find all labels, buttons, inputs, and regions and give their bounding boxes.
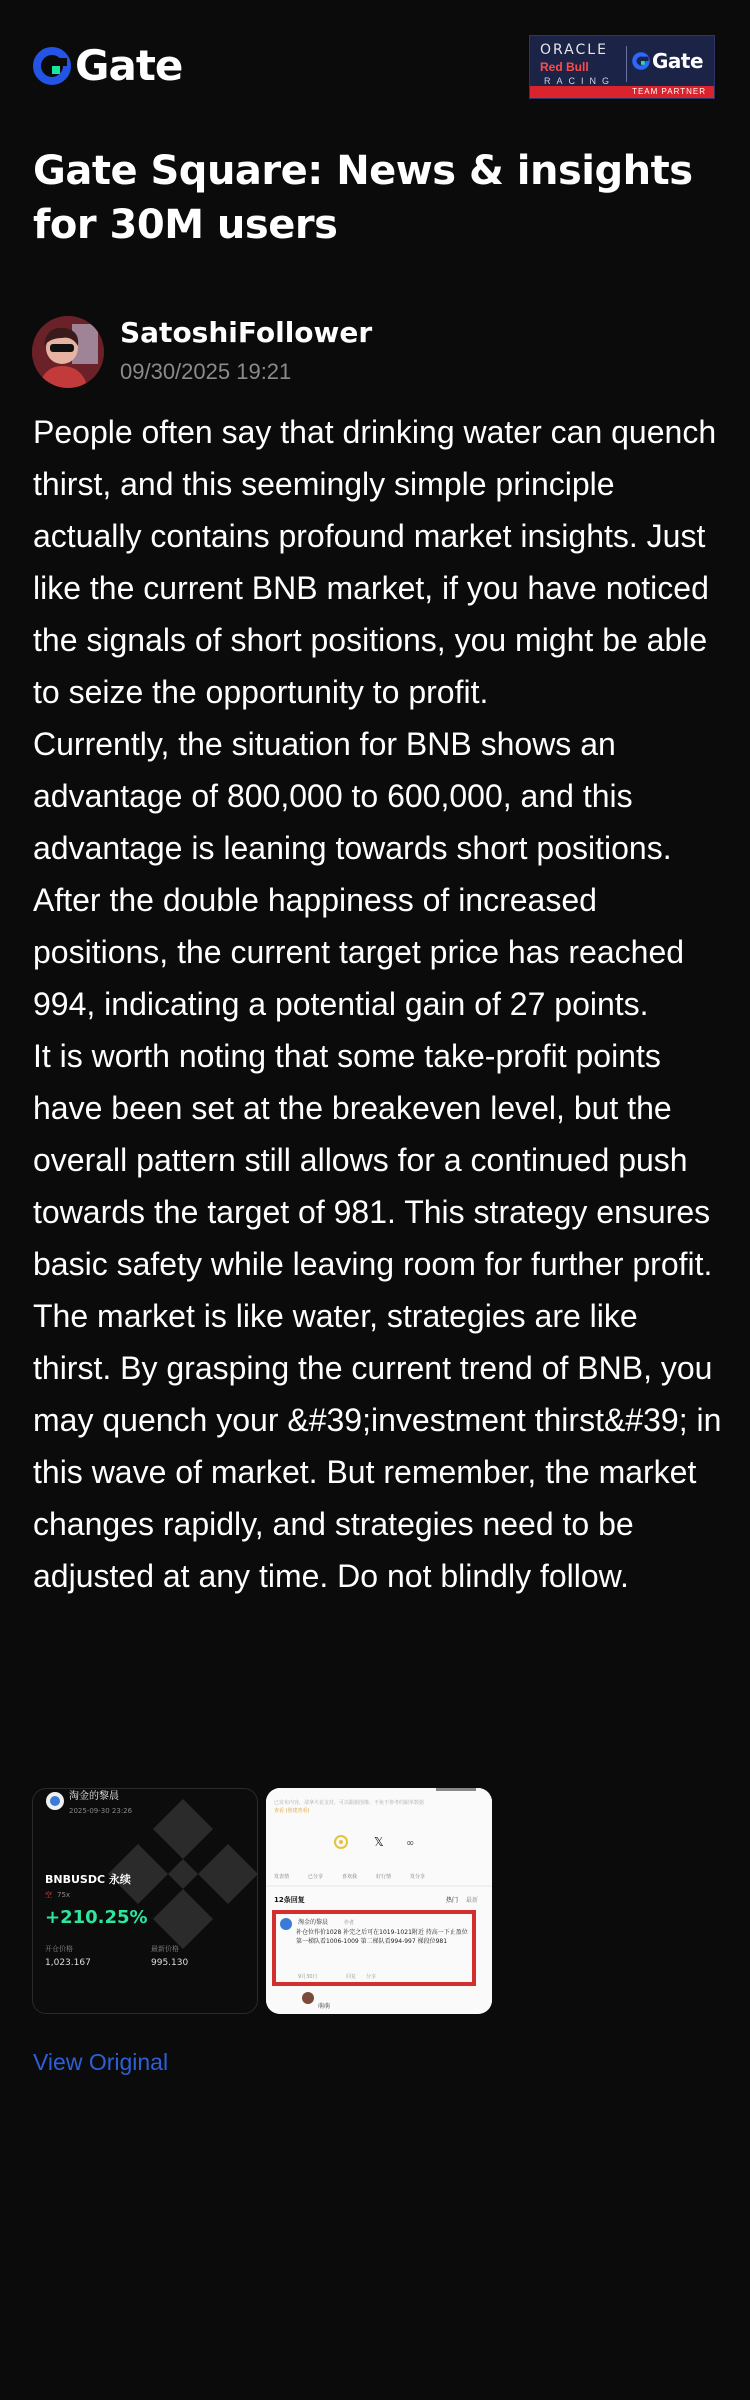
- thumb1-latest-label: 最新价格: [151, 1945, 179, 1953]
- badge-gate-icon: [632, 52, 650, 70]
- badge-gate-text: Gate: [652, 49, 704, 73]
- page-title: Gate Square: News & insights for 30M users: [33, 148, 693, 248]
- svg-text:𝕏: 𝕏: [374, 1835, 384, 1849]
- svg-text:∞: ∞: [406, 1838, 415, 1849]
- thumb2-comment-user: 淘金的黎晨: [298, 1919, 329, 1926]
- post-images: [32, 1788, 492, 2014]
- thumb2-share-label: 分享: [366, 1974, 377, 1980]
- thumb2-tab-4: 发分享: [410, 1874, 426, 1880]
- post-paragraph: People often say that drinking water can quench thirst, and this seemingly simple principle actually contains profound market insights. Just like the current BNB market, if you have noticed the signals of short positions, you might be able to seize the opportunity to profit.: [33, 414, 717, 710]
- thumb2-reply-label: 回复: [346, 1974, 357, 1980]
- team-partner-tag: TEAM PARTNER: [530, 86, 714, 98]
- thumb2-sort-1: 最新: [466, 1897, 479, 1904]
- post-body: [33, 406, 723, 1602]
- avatar-image: [32, 316, 104, 388]
- header: [0, 0, 750, 140]
- trade-screenshot-image: [33, 1789, 257, 2013]
- thumb2-line1: 已发布内容，请拿火花支持，可以跟据图像，不免不参考的跟单数据: [274, 1800, 425, 1806]
- thumb1-latest: 995.130: [151, 1958, 189, 1968]
- thumb2-comment-meta: 9月30日: [298, 1974, 318, 1980]
- author-name[interactable]: SatoshiFollower: [120, 316, 373, 349]
- oracle-text: ORACLE: [540, 42, 608, 58]
- post-timestamp: 09/30/2025 19:21: [120, 359, 292, 384]
- comment-screenshot-thumbnail[interactable]: [266, 1788, 492, 2014]
- redbull-text: Red Bull: [540, 60, 589, 74]
- thumb1-side: 空: [45, 1891, 52, 1899]
- logo-text: Gate: [75, 41, 183, 90]
- thumb1-pair: BNBUSDC 永续: [45, 1873, 131, 1886]
- trade-screenshot-thumbnail[interactable]: [32, 1788, 258, 2014]
- badge-gate-logo: [632, 49, 703, 73]
- thumb2-line2: 查看 (创建查看): [274, 1808, 310, 1814]
- thumb1-entry: 1,023.167: [45, 1958, 91, 1968]
- gate-logo-icon: [33, 47, 71, 85]
- badge-divider: [626, 46, 627, 82]
- racing-text: RACING: [544, 76, 616, 86]
- thumb2-replies: 12条回复: [274, 1896, 305, 1904]
- avatar[interactable]: [32, 316, 104, 388]
- post-paragraph: Currently, the situation for BNB shows an advantage of 800,000 to 600,000, and this advantage is leaning towards short positions. After the double happiness of increased positions, the current target price has reached 994, indicating a potential gain of 27 points.: [33, 726, 685, 1022]
- view-original-link[interactable]: View Original: [33, 2049, 169, 2075]
- comment-screenshot-image: [266, 1788, 492, 2014]
- thumb1-entry-label: 开仓价格: [45, 1945, 73, 1953]
- partner-badge[interactable]: [529, 35, 715, 99]
- thumb2-comment-tag: 作者: [344, 1920, 355, 1926]
- thumb1-date: 2025-09-30 23:26: [69, 1807, 133, 1815]
- thumb1-pnl: +210.25%: [45, 1907, 148, 1928]
- thumb1-leverage: 75x: [57, 1891, 71, 1899]
- thumb2-tab-1: 已分享: [308, 1874, 324, 1880]
- thumb2-tab-2: 喜欢我: [342, 1874, 358, 1880]
- thumb2-comment-text: 补仓位作价1028 补完之后可在1019-1021附近 持高一下止盈位 第一梯队看1006-1009 第二梯队看994-997 梯段位981: [296, 1929, 468, 1945]
- thumb2-tab-0: 发表情: [274, 1874, 290, 1880]
- thumb2-tab-3: 好行情: [376, 1874, 392, 1880]
- thumb2-next-user: 萌萌: [318, 2003, 331, 2010]
- post-paragraph: The market is like water, strategies are like thirst. By grasping the current trend of BNB, you may quench your &#39;investment thirst&#39; in this wave of market. But remember, the market changes rapidly, and strategies need to be adjusted at any time. Do not blindly follow.: [33, 1298, 722, 1594]
- post-paragraph: It is worth noting that some take-profit points have been set at the breakeven level, but the overall pattern still allows for a continued push towards the target of 981. This strategy ensures basic safety while leaving room for further profit.: [33, 1038, 713, 1282]
- thumb1-user: 淘金的黎晨: [69, 1791, 119, 1802]
- thumb2-sort-0: 热门: [446, 1897, 459, 1904]
- gate-logo[interactable]: [33, 41, 183, 90]
